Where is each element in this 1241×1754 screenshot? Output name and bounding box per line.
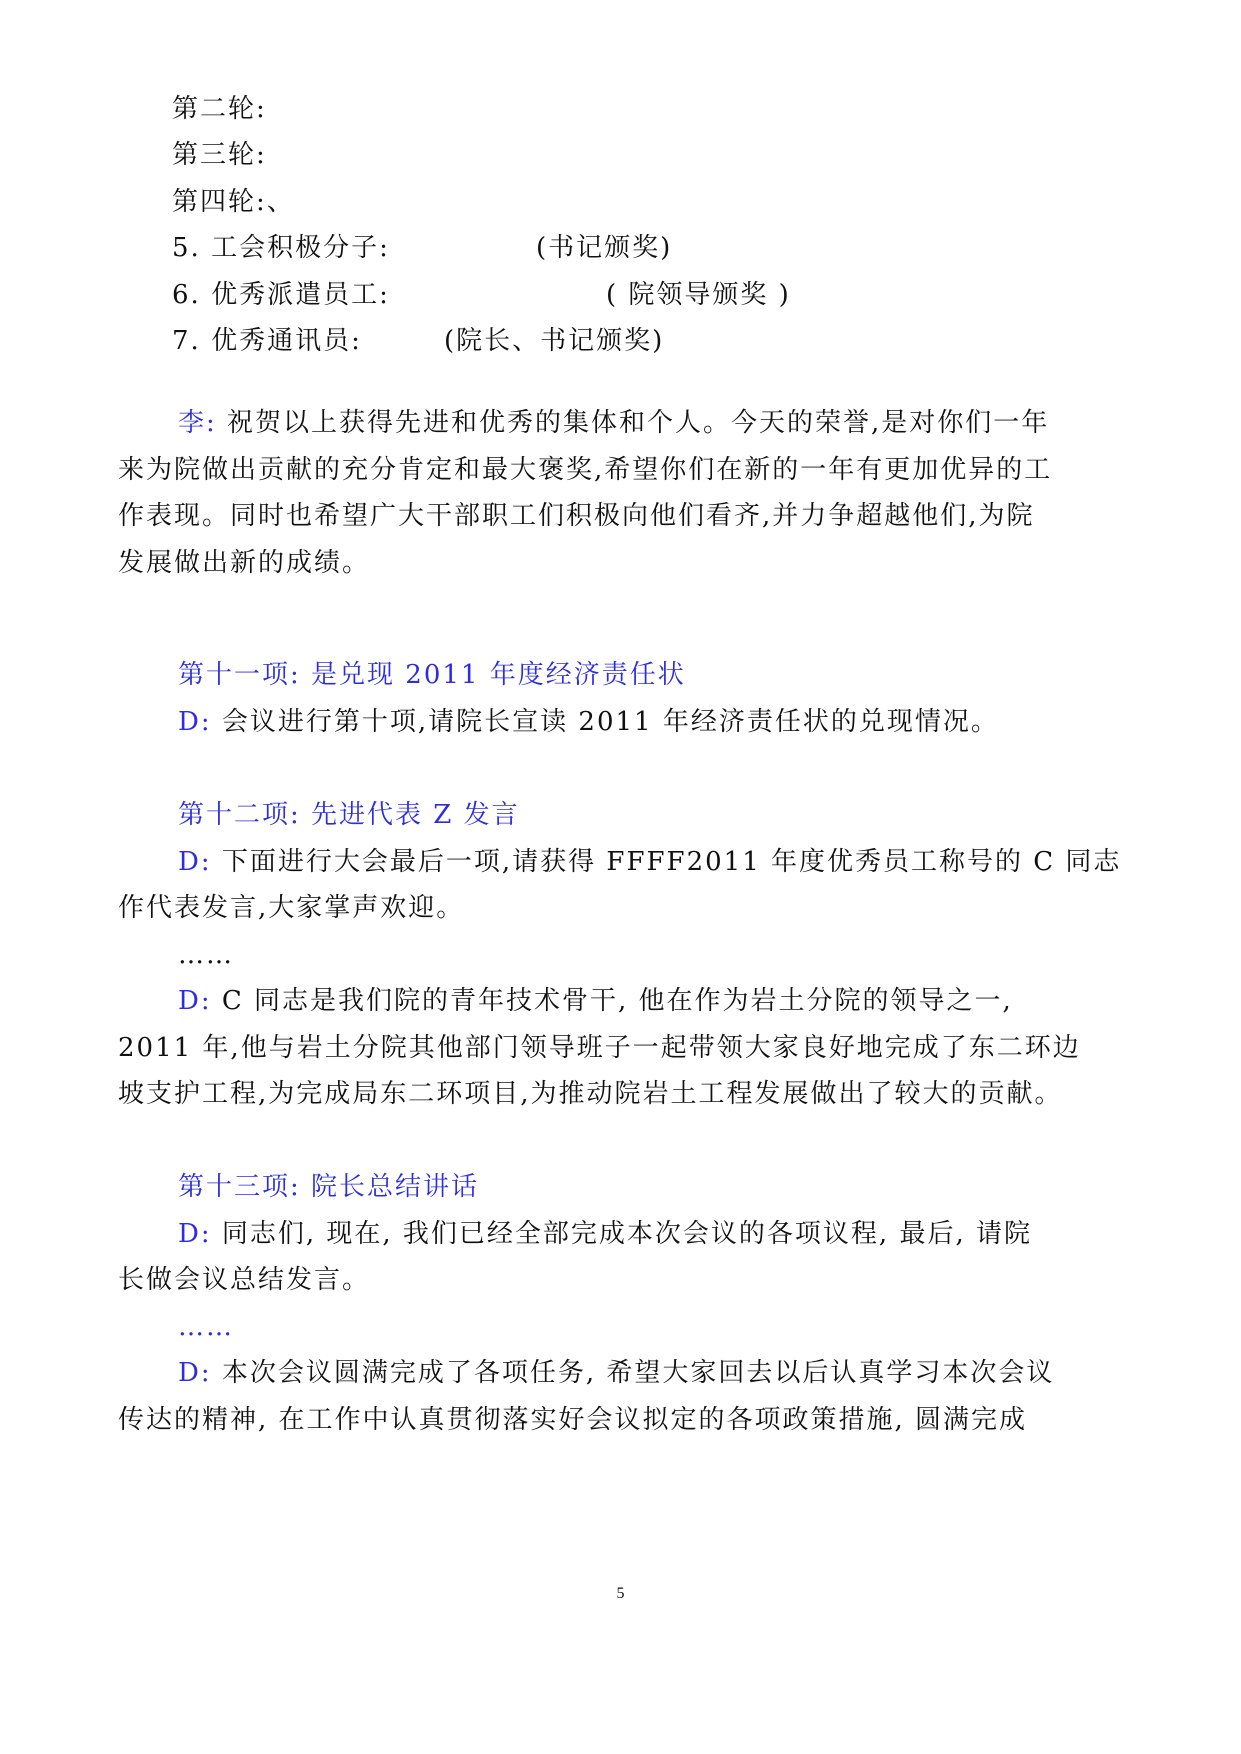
li-speech-line-3: 作表现。同时也希望广大干部职工们积极向他们看齐,并力争超越他们,为院 [118, 501, 1035, 531]
section-12-p2-line-3: 坡支护工程,为完成局东二环项目,为推动院岩土工程发展做出了较大的贡献。 [118, 1079, 1063, 1109]
award-item-6-label: 6. 优秀派遣员工: [172, 280, 390, 310]
award-item-7-label: 7. 优秀通讯员: [172, 326, 362, 356]
li-speech-text: 祝贺以上获得先进和优秀的集体和个人。今天的荣誉,是对你们一年 [216, 408, 1050, 438]
round-3-label: 第三轮: [172, 140, 267, 170]
speaker-d: D: [178, 707, 212, 737]
section-13-p2-line-2: 传达的精神, 在工作中认真贯彻落实好会议拟定的各项政策措施, 圆满完成 [118, 1405, 1028, 1435]
li-speech-line-2: 来为院做出贡献的充分肯定和最大褒奖,希望你们在新的一年有更加优异的工 [118, 455, 1053, 485]
page-number: 5 [616, 1585, 625, 1602]
li-speech-line-1 [178, 406, 1049, 440]
section-13-p1-line-2: 长做会议总结发言。 [118, 1265, 371, 1295]
award-item-6-note: ( 院领导颁奖 ) [606, 280, 791, 310]
speaker-d: D: [178, 1219, 212, 1249]
section-12-p1-line-2: 作代表发言,大家掌声欢迎。 [118, 893, 465, 923]
award-item-5-label: 5. 工会积极分子: [172, 233, 390, 263]
section-13-heading: 第十三项: 院长总结讲话 [178, 1172, 480, 1202]
section-13-ellipsis: …… [178, 1312, 234, 1342]
speaker-d: D: [178, 986, 212, 1016]
round-2-label: 第二轮: [172, 94, 267, 124]
section-13-p1-line-1: D: 同志们, 现在, 我们已经全部完成本次会议的各项议程, 最后, 请院 [178, 1219, 1032, 1249]
section-12-p1-line-1: D: 下面进行大会最后一项,请获得 FFFF2011 年度优秀员工称号的 C 同志 [178, 847, 1122, 877]
speaker-d: D: [178, 847, 212, 877]
round-4-label: 第四轮:、 [172, 187, 295, 217]
section-11-text: D: 会议进行第十项,请院长宣读 2011 年经济责任状的兑现情况。 [178, 707, 999, 737]
section-12-p2-line-1: D: C 同志是我们院的青年技术骨干, 他在作为岩土分院的领导之一, [178, 986, 1013, 1016]
award-item-5-note: (书记颁奖) [536, 233, 673, 263]
section-12-ellipsis: …… [178, 940, 234, 970]
award-item-7-note: (院长、书记颁奖) [444, 326, 665, 356]
section-11-heading: 第十一项: 是兑现 2011 年度经济责任状 [178, 660, 686, 690]
section-12-p2-line-2: 2011 年,他与岩土分院其他部门领导班子一起带领大家良好地完成了东二环边 [118, 1033, 1081, 1063]
section-12-heading: 第十二项: 先进代表 Z 发言 [178, 800, 520, 830]
speaker-li: 李: [178, 408, 217, 438]
li-speech-line-4: 发展做出新的成绩。 [118, 548, 371, 578]
section-13-p2-line-1: D: 本次会议圆满完成了各项任务, 希望大家回去以后认真学习本次会议 [178, 1358, 1055, 1388]
speaker-d: D: [178, 1358, 212, 1388]
